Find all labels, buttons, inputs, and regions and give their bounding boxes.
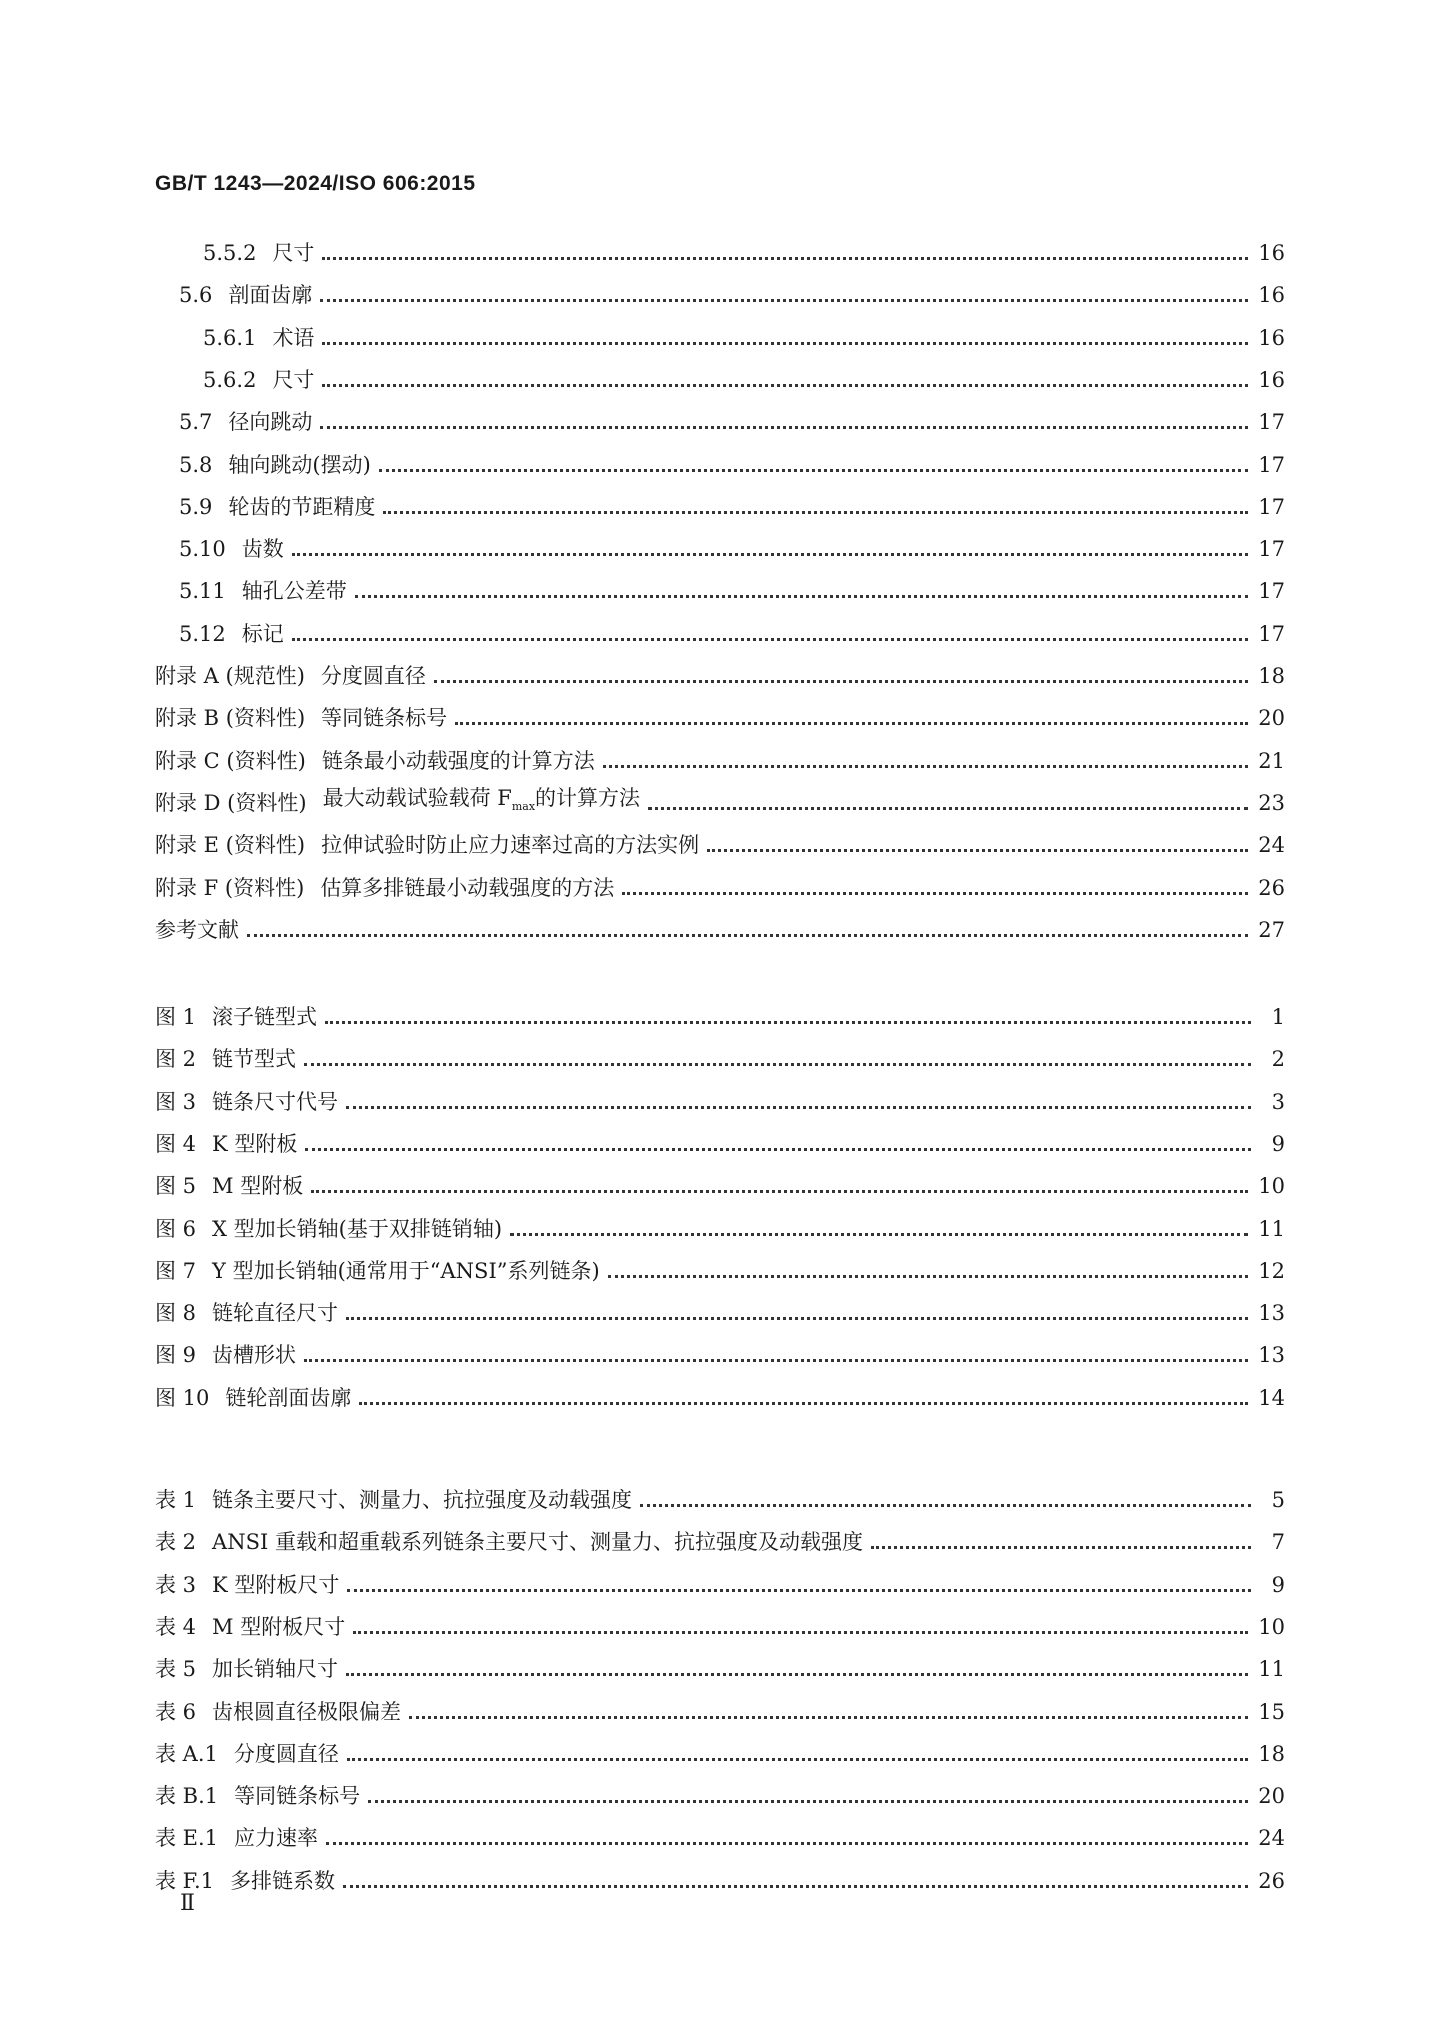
toc-entry[interactable]	[155, 614, 1285, 654]
toc-dot-leader	[320, 275, 1248, 315]
toc-entry-page-number: 17	[1258, 537, 1285, 562]
toc-entry[interactable]	[155, 997, 1285, 1037]
toc-dot-leader	[455, 698, 1248, 738]
toc-entry[interactable]	[155, 910, 1285, 950]
toc-entry-number: 表 A.1	[155, 1741, 218, 1766]
toc-entry[interactable]	[155, 1378, 1285, 1418]
toc-entry[interactable]	[155, 1565, 1285, 1605]
toc-entry-number: 5.6.1	[203, 325, 257, 350]
toc-entry-title: 参考文献	[155, 917, 239, 942]
toc-dot-leader	[409, 1692, 1248, 1732]
toc-entry-title: 等同链条标号	[234, 1784, 361, 1809]
toc-entry[interactable]	[155, 1692, 1285, 1732]
toc-entry-page-number: 9	[1271, 1131, 1285, 1156]
toc-entry[interactable]	[155, 1607, 1285, 1647]
toc-dot-leader	[603, 741, 1248, 781]
toc-entry-number: 表 2	[155, 1530, 197, 1555]
toc-entry[interactable]	[155, 656, 1285, 696]
toc-entry-number: 附录 B (资料性)	[155, 706, 306, 731]
toc-entry-title: ANSI 重载和超重载系列链条主要尺寸、测量力、抗拉强度及动载强度	[212, 1530, 863, 1555]
toc-entry[interactable]	[155, 402, 1285, 442]
toc-entry-number: 5.8	[179, 452, 213, 477]
toc-entry[interactable]	[155, 1082, 1285, 1122]
toc-entry-title: 滚子链型式	[212, 1005, 318, 1029]
toc-entry-number: 附录 C (资料性)	[155, 748, 306, 773]
toc-entry-number: 5.5.2	[203, 241, 257, 265]
toc-entry-title-subscript: max	[511, 800, 536, 814]
toc-entry-title: 估算多排链最小动载强度的方法	[320, 875, 615, 900]
toc-entry-title: M 型附板	[212, 1174, 304, 1199]
toc-entry-title: 轮齿的节距精度	[228, 494, 376, 519]
toc-entry[interactable]	[155, 529, 1285, 569]
toc-entry-title: K 型附板尺寸	[212, 1572, 340, 1597]
toc-entry[interactable]	[155, 741, 1285, 781]
toc-entry-title: 拉伸试验时防止应力速率过高的方法实例	[321, 833, 700, 858]
toc-entry-title: K 型附板	[212, 1131, 298, 1156]
toc-entry-title: 齿槽形状	[212, 1343, 297, 1368]
toc-entry[interactable]	[155, 571, 1285, 611]
toc-entry[interactable]	[155, 318, 1285, 358]
toc-entry-page-number: 17	[1258, 494, 1285, 519]
toc-entry-title: X 型加长销轴(基于双排链销轴)	[212, 1216, 503, 1241]
toc-entry-title: 链节型式	[212, 1047, 297, 1072]
toc-entry-number: 图 1	[155, 1005, 197, 1029]
toc-dot-leader	[379, 445, 1248, 485]
toc-entry-page-number: 20	[1258, 1784, 1285, 1809]
toc-entry-number: 附录 D (资料性)	[155, 790, 307, 815]
toc-dot-leader	[648, 783, 1248, 823]
toc-entry[interactable]	[155, 1209, 1285, 1249]
toc-dot-leader	[608, 1251, 1249, 1291]
toc-entry-page-number: 9	[1271, 1572, 1285, 1597]
toc-dot-leader	[320, 402, 1248, 442]
toc-entry-title: 加长销轴尺寸	[212, 1657, 339, 1682]
toc-dot-leader	[640, 1480, 1251, 1520]
toc-entry-title: 最大动载试验载荷 $F_{max}$的计算方法	[322, 786, 641, 814]
toc-entry-page-number: 1	[1271, 1005, 1285, 1029]
toc-dot-leader	[355, 571, 1249, 611]
toc-entry-number: 5.11	[179, 579, 226, 604]
toc-entry-title: 术语	[272, 325, 315, 350]
toc-entry-page-number: 5	[1271, 1488, 1285, 1512]
toc-dot-leader	[434, 656, 1248, 696]
toc-entry[interactable]	[155, 825, 1285, 865]
toc-entry-title: 轴孔公差带	[241, 579, 347, 604]
toc-entry-page-number: 17	[1258, 452, 1285, 477]
toc-entry-title: 剖面齿廓	[228, 283, 313, 308]
toc-dot-leader	[368, 1776, 1248, 1816]
toc-entry-page-number: 11	[1258, 1216, 1285, 1241]
toc-entry[interactable]	[155, 783, 1285, 823]
toc-entry[interactable]	[155, 1776, 1285, 1816]
toc-dot-leader	[346, 1082, 1251, 1122]
toc-entry-page-number: 18	[1258, 1741, 1285, 1766]
toc-dot-leader	[325, 997, 1251, 1037]
toc-entry-page-number: 20	[1258, 706, 1285, 731]
toc-entry-number: 图 9	[155, 1343, 197, 1368]
toc-entry[interactable]	[155, 233, 1285, 273]
toc-entry[interactable]	[155, 1818, 1285, 1858]
toc-dot-leader	[305, 1124, 1251, 1164]
toc-entry-number: 表 3	[155, 1572, 197, 1597]
toc-dot-leader	[622, 868, 1248, 908]
toc-entry[interactable]	[155, 1251, 1285, 1291]
toc-entry-number: 图 8	[155, 1301, 197, 1326]
toc-entry-page-number: 24	[1258, 833, 1285, 858]
toc-entry-page-number: 26	[1258, 875, 1285, 900]
toc-entry-title: 轴向跳动(摆动)	[228, 452, 371, 477]
toc-entry-page-number: 3	[1271, 1089, 1285, 1114]
document-code-header: GB/T 1243—2024/ISO 606:2015	[155, 172, 476, 195]
toc-dot-leader	[311, 1166, 1248, 1206]
toc-entry-number: 附录 A (规范性)	[155, 664, 305, 688]
toc-entry-title: M 型附板尺寸	[212, 1614, 346, 1639]
toc-dot-leader	[346, 1649, 1248, 1689]
toc-entry-title: 齿数	[241, 537, 284, 562]
toc-dot-leader	[304, 1039, 1251, 1079]
toc-entry-page-number: 16	[1258, 367, 1285, 392]
toc-dot-leader	[347, 1565, 1251, 1605]
toc-entry-number: 表 6	[155, 1699, 197, 1724]
toc-entry[interactable]	[155, 275, 1285, 315]
toc-entry[interactable]	[155, 1335, 1285, 1375]
toc-dot-leader	[322, 318, 1248, 358]
toc-dot-leader	[347, 1734, 1248, 1774]
toc-entry-page-number: 16	[1258, 283, 1285, 308]
toc-entry-title: 尺寸	[272, 241, 315, 265]
toc-dot-leader	[510, 1209, 1248, 1249]
toc-entry-title: 齿根圆直径极限偏差	[212, 1699, 402, 1724]
toc-entry-number: 表 4	[155, 1614, 197, 1639]
toc-entry[interactable]	[155, 1649, 1285, 1689]
toc-dot-leader	[326, 1818, 1248, 1858]
toc-dot-leader	[707, 825, 1248, 865]
toc-dot-leader	[359, 1378, 1248, 1418]
toc-entry-number: 图 5	[155, 1174, 197, 1199]
toc-entry-number: 5.12	[179, 621, 226, 646]
toc-entry-title: Y 型加长销轴(通常用于“ANSI”系列链条)	[212, 1258, 600, 1283]
toc-entry-number: 图 3	[155, 1089, 197, 1114]
toc-entry-page-number: 21	[1258, 748, 1285, 773]
toc-entry-page-number: 2	[1271, 1047, 1285, 1072]
toc-entry-title: 多排链系数	[230, 1868, 336, 1893]
toc-entry-number: 附录 F (资料性)	[155, 875, 305, 900]
toc-entry-number: 5.10	[179, 537, 226, 562]
toc-entry-title: 分度圆直径	[320, 664, 426, 688]
toc-entry-number: 5.9	[179, 494, 213, 519]
toc-entry-page-number: 15	[1258, 1699, 1285, 1724]
toc-entry[interactable]	[155, 360, 1285, 400]
toc-dot-leader	[383, 487, 1248, 527]
toc-entry-title: 分度圆直径	[233, 1741, 339, 1766]
toc-entry-title: 标记	[241, 621, 284, 646]
toc-dot-leader	[343, 1861, 1248, 1901]
toc-entry-number: 5.6.2	[203, 367, 257, 392]
toc-dot-leader	[353, 1607, 1248, 1647]
toc-entry-title: 径向跳动	[228, 410, 313, 435]
toc-dot-leader	[322, 360, 1248, 400]
toc-entry[interactable]	[155, 1166, 1285, 1206]
toc-entry-title: 链条最小动载强度的计算方法	[321, 748, 595, 773]
toc-entry-number: 表 5	[155, 1657, 197, 1682]
toc-entry-page-number: 14	[1258, 1385, 1285, 1410]
toc-entry-number: 附录 E (资料性)	[155, 833, 306, 858]
toc-entry-number: 图 2	[155, 1047, 197, 1072]
toc-entry-title: 应力速率	[234, 1826, 319, 1851]
toc-entry-title: 尺寸	[272, 367, 315, 392]
toc-entry-page-number: 13	[1258, 1301, 1285, 1326]
toc-entry[interactable]	[155, 487, 1285, 527]
toc-entry-page-number: 23	[1258, 790, 1285, 815]
toc-entry[interactable]	[155, 1293, 1285, 1333]
toc-dot-leader	[292, 614, 1249, 654]
toc-dot-leader	[871, 1522, 1251, 1562]
toc-entry-page-number: 17	[1258, 621, 1285, 646]
toc-entry-number: 5.6	[179, 283, 213, 308]
toc-entry[interactable]	[155, 1124, 1285, 1164]
toc-entry-number: 图 7	[155, 1258, 197, 1283]
toc-entry[interactable]	[155, 1861, 1285, 1901]
toc-entry-title: 等同链条标号	[321, 706, 448, 731]
toc-dot-leader	[346, 1293, 1248, 1333]
toc-entry-page-number: 18	[1258, 664, 1285, 688]
toc-entry-number: 图 4	[155, 1131, 197, 1156]
toc-entry-page-number: 26	[1258, 1868, 1285, 1893]
toc-entry-page-number: 16	[1258, 325, 1285, 350]
toc-entry-page-number: 12	[1258, 1258, 1285, 1283]
toc-entry-page-number: 7	[1271, 1530, 1285, 1555]
toc-entry-page-number: 17	[1258, 579, 1285, 604]
toc-entry[interactable]	[155, 445, 1285, 485]
toc-dot-leader	[292, 529, 1249, 569]
toc-dot-leader	[247, 910, 1248, 950]
toc-entry-title: 链条主要尺寸、测量力、抗拉强度及动载强度	[212, 1488, 633, 1512]
toc-entry-page-number: 17	[1258, 410, 1285, 435]
toc-entry[interactable]	[155, 1734, 1285, 1774]
toc-entry-number: 表 E.1	[155, 1826, 219, 1851]
toc-entry-number: 图 10	[155, 1385, 210, 1410]
toc-entry-title: 链轮直径尺寸	[212, 1301, 339, 1326]
toc-entry-number: 表 F.1	[155, 1868, 215, 1893]
toc-entry-page-number: 13	[1258, 1343, 1285, 1368]
toc-entry[interactable]	[155, 698, 1285, 738]
toc-entry-number: 图 6	[155, 1216, 197, 1241]
toc-entry-page-number: 10	[1258, 1174, 1285, 1199]
toc-dot-leader	[304, 1335, 1248, 1375]
toc-entry-title: 链条尺寸代号	[212, 1089, 339, 1114]
toc-entry[interactable]	[155, 1039, 1285, 1079]
toc-entry-title: 链轮剖面齿廓	[225, 1385, 352, 1410]
toc-entry-number: 表 1	[155, 1488, 197, 1512]
page-number-footer: Ⅱ	[180, 1890, 195, 1915]
toc-entry-page-number: 16	[1258, 241, 1285, 265]
toc-entry[interactable]	[155, 1522, 1285, 1562]
toc-entry-page-number: 11	[1258, 1657, 1285, 1682]
toc-entry-page-number: 24	[1258, 1826, 1285, 1851]
toc-entry-page-number: 27	[1258, 917, 1285, 942]
toc-dot-leader	[322, 233, 1248, 273]
toc-entry-page-number: 10	[1258, 1614, 1285, 1639]
toc-entry[interactable]	[155, 1480, 1285, 1520]
toc-entry-number: 表 B.1	[155, 1784, 219, 1809]
toc-entry[interactable]	[155, 868, 1285, 908]
toc-entry-number: 5.7	[179, 410, 213, 435]
